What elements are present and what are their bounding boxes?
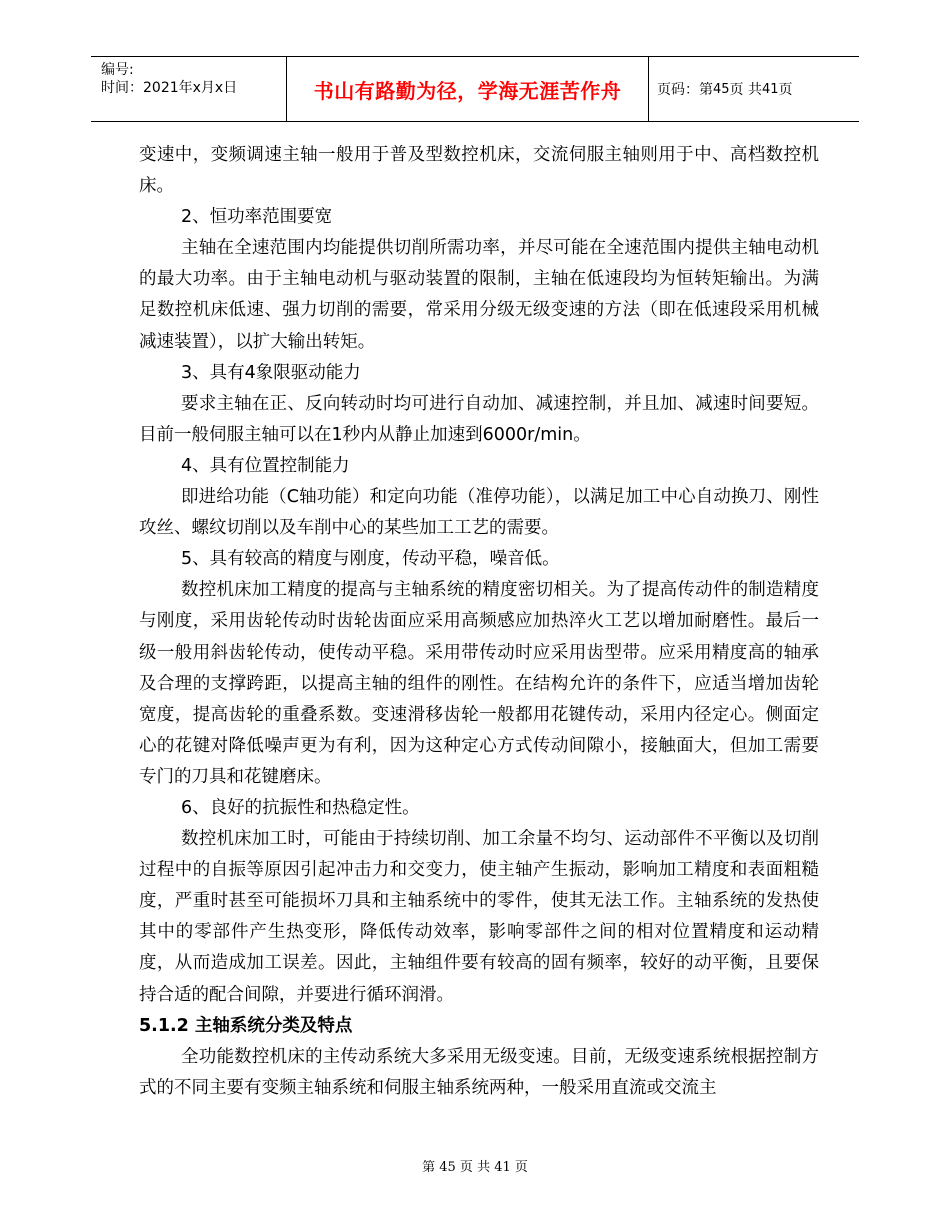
document-body <box>139 140 819 1104</box>
page-current: 45 <box>713 81 730 97</box>
body-paragraph: 全功能数控机床的主传动系统大多采用无级变速。目前，无级变速系统根据控制方式的不同主要有变频主轴系统和伺服主轴系统两种，一般采用直流或交流主 <box>139 1046 819 1098</box>
body-paragraph: 数控机床加工时，可能由于持续切削、加工余量不均匀、运动部件不平衡以及切削过程中的自振等原因引起冲击力和交变力，使主轴产生振动，影响加工精度和表面粗糙度，严重时甚至可能损坏刀具和主轴系统中的零件，使其无法工作。主轴系统的发热使其中的零部件产生热变形，降低传动效率，影响零部件之间的相对位置精度和运动精度，从而造成加工误差。因此，主轴组件要有较高的固有频率，较好的动平衡，且要保持合适的配合间隙，并要进行循环润滑。 <box>139 829 819 1005</box>
header-motto: 书山有路勤为径，学海无涯苦作舟 <box>313 78 622 103</box>
body-paragraph: 6、良好的抗振性和热稳定性。 <box>181 797 420 818</box>
body-paragraph: 2、恒功率范围要宽 <box>181 207 333 228</box>
body-paragraph: 变速中，变频调速主轴一般用于普及型数控机床，交流伺服主轴则用于中、高档数控机床。 <box>139 145 819 197</box>
code-label: 编号: <box>101 62 134 78</box>
time-label: 时间：2021年x月x日 <box>101 80 238 96</box>
body-paragraph: 主轴在全速范围内均能提供切削所需功率，并尽可能在全速范围内提供主轴电动机的最大功率。由于主轴电动机与驱动装置的限制，主轴在低速段均为恒转矩输出。为满足数控机床低速、强力切削的需要，常采用分级无级变速的方法（即在低速段采用机械减速装置），以扩大输出转矩。 <box>139 238 819 352</box>
header-page-info <box>657 56 793 122</box>
body-paragraph: 要求主轴在正、反向转动时均可进行自动加、减速控制，并且加、减速时间要短。目前一般伺服主轴可以在1秒内从静止加速到6000r/min。 <box>139 393 819 445</box>
page-mid: 页 共 <box>729 82 762 98</box>
page-footer: 第 45 页 共 41 页 <box>422 1160 528 1175</box>
header-divider <box>648 56 649 122</box>
page-prefix: 页码：第 <box>657 82 713 98</box>
header-meta <box>101 61 237 97</box>
body-paragraph: 4、具有位置控制能力 <box>181 455 350 476</box>
body-paragraph: 3、具有4象限驱动能力 <box>181 362 361 383</box>
page-suffix: 页 <box>778 82 793 98</box>
body-paragraph: 数控机床加工精度的提高与主轴系统的精度密切相关。为了提高传动件的制造精度与刚度，采用齿轮传动时齿轮齿面应采用高频感应加热淬火工艺以增加耐磨性。最后一级一般用斜齿轮传动，使传动平稳。采用带传动时应采用齿型带。应采用精度高的轴承及合理的支撑跨距，以提高主轴的组件的刚性。在结构允许的条件下，应适当增加齿轮宽度，提高齿轮的重叠系数。变速滑移齿轮一般都用花键传动，采用内径定心。侧面定心的花键对降低噪声更为有利，因为这种定心方式传动间隙小，接触面大，但加工需要专门的刀具和花键磨床。 <box>139 580 819 787</box>
page-total: 41 <box>762 81 779 97</box>
page-header <box>91 56 859 122</box>
section-heading: 5.1.2 主轴系统分类及特点 <box>139 1015 353 1036</box>
body-paragraph: 5、具有较高的精度与刚度，传动平稳，噪音低。 <box>181 549 560 570</box>
body-paragraph: 即进给功能（C轴功能）和定向功能（准停功能），以满足加工中心自动换刀、刚性攻丝、螺纹切削以及车削中心的某些加工工艺的需要。 <box>139 487 819 539</box>
